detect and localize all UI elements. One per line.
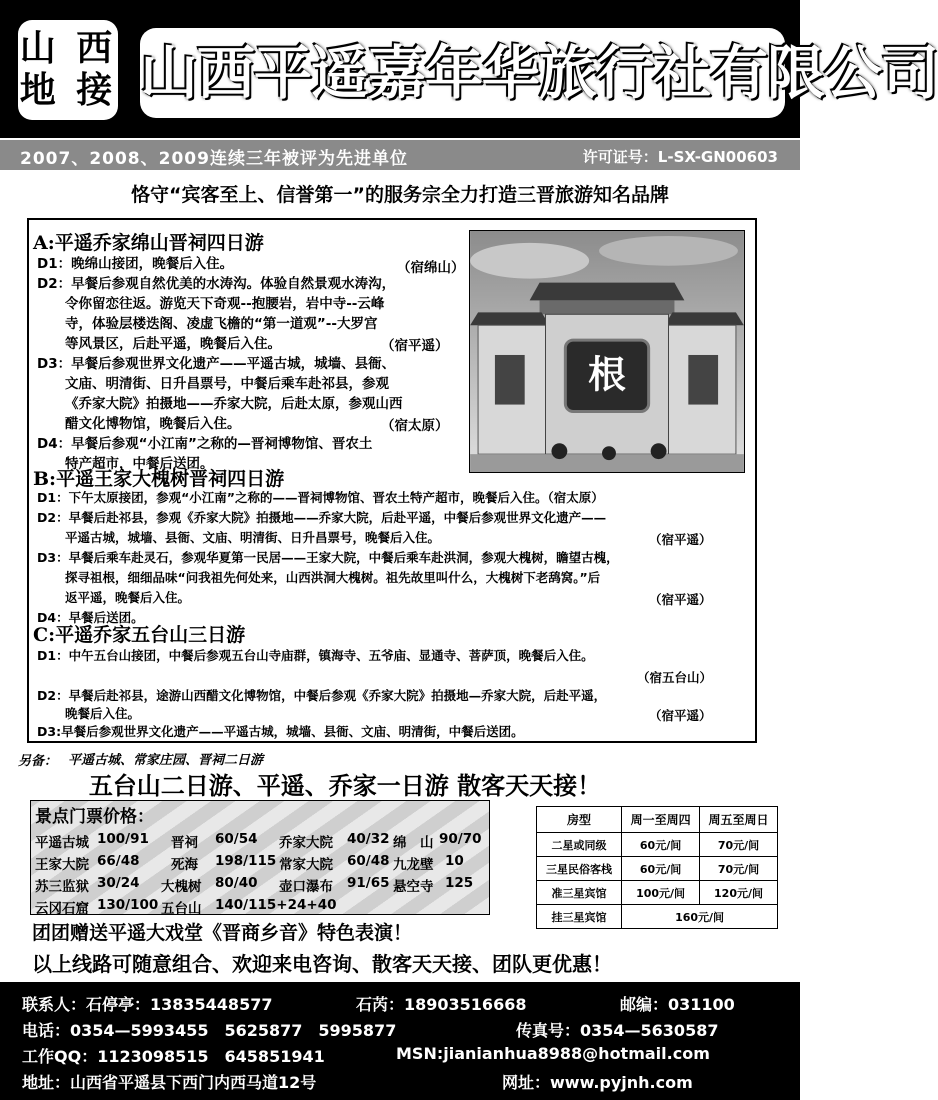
badge-line1: 山 西 — [19, 28, 117, 69]
hotel-cell: 60元/间 — [622, 833, 700, 857]
ticket-prices — [30, 800, 490, 915]
ticket-price: 90/70 — [439, 831, 482, 847]
contact-footer — [0, 982, 800, 1100]
ticket-name: 晋祠 — [171, 835, 198, 851]
ticket-price: 125 — [445, 875, 474, 891]
ticket-price: 91/65 — [347, 875, 390, 891]
hotel-row — [537, 833, 778, 857]
ticket-name: 死海 — [171, 857, 198, 873]
route-a-d2-line3: 寺，体验层楼迭阁、凌虚飞檐的“第一道观”--大罗宫 — [65, 316, 378, 332]
region-badge — [18, 20, 118, 120]
hotel-row — [537, 881, 778, 905]
badge-line2: 地 接 — [19, 70, 117, 111]
route-a-d3-line3: 《乔家大院》拍摄地——乔家大院，后赴太原，参观山西 — [65, 396, 403, 412]
msn-link[interactable]: MSN:jianianhua8988@hotmail.com — [396, 1044, 710, 1063]
route-b-title: B:平遥王家大槐树晋祠四日游 — [33, 468, 285, 490]
route-b-d4: D4：早餐后送团。 — [37, 610, 144, 625]
route-a-d1: D1：晚绵山接团，晚餐后入住。 — [37, 256, 234, 272]
hotel-header: 房型 — [537, 807, 622, 833]
combine-notice: 以上线路可随意组合、欢迎来电咨询、散客天天接、团队更优惠！ — [32, 952, 612, 976]
headline: 五台山二日游、平遥、乔家一日游 散客天天接！ — [88, 772, 602, 800]
ticket-name: 五台山 — [161, 901, 202, 917]
hotel-header: 周五至周日 — [700, 807, 778, 833]
ticket-price: 198/115 — [215, 853, 277, 869]
route-b-d3-line3: 返平遥，晚餐后入住。 — [65, 590, 191, 605]
route-b-d3-stay: （宿平遥） — [649, 592, 712, 607]
ticket-price: 140/115+24+40 — [215, 897, 337, 913]
ticket-name: 王家大院 — [35, 857, 89, 873]
hotel-row — [537, 857, 778, 881]
route-a-d2-stay: （宿平遥） — [381, 338, 449, 354]
route-c-d1-stay: （宿五台山） — [637, 670, 713, 685]
hotel-cell: 120元/间 — [700, 881, 778, 905]
contact-person: 联系人：石停亭：13835448577 — [22, 995, 273, 1014]
ticket-price: 100/91 — [97, 831, 149, 847]
route-b-d2-stay: （宿平遥） — [649, 532, 712, 547]
ticket-name: 常家大院 — [279, 857, 333, 873]
route-a-d2-line4: 等风景区，后赴平遥，晚餐后入住。 — [65, 336, 281, 352]
hotel-cell: 三星民俗客栈 — [537, 857, 622, 881]
company-name-text: 山西平遥嘉年华旅行社有限公司 — [140, 39, 938, 107]
hotel-header-row — [537, 807, 778, 833]
ticket-price: 80/40 — [215, 875, 258, 891]
hotel-price-table — [536, 806, 778, 929]
award-text: 2007、2008、2009连续三年被评为先进单位 — [20, 149, 408, 169]
route-c-d3: D3:早餐后参观世界文化遗产——平遥古城，城墙、县衙、文庙、明清街，中餐后送团。 — [37, 724, 524, 739]
route-a-d3-line1: D3：早餐后参观世界文化遗产——平遥古城，城墙、县衙、 — [37, 356, 396, 372]
route-a-d1-stay: （宿绵山） — [397, 260, 465, 276]
ticket-name: 苏三监狱 — [35, 879, 89, 895]
route-a-title: A:平遥乔家绵山晋祠四日游 — [33, 232, 264, 254]
route-a-d4-line2: 特产超市，中餐后送团。 — [65, 456, 214, 472]
postcode: 邮编：031100 — [620, 995, 735, 1014]
ticket-name: 绵 山 — [393, 835, 434, 851]
route-a-d4-line1: D4：早餐后参观“小江南”之称的—晋祠博物馆、晋农土 — [37, 436, 373, 452]
hotel-header: 周一至周四 — [622, 807, 700, 833]
ticket-price: 66/48 — [97, 853, 140, 869]
ticket-price: 40/32 — [347, 831, 390, 847]
route-a-d3-line2: 文庙、明清街、日升昌票号，中餐后乘车赴祁县，参观 — [65, 376, 389, 392]
website-link[interactable]: 网址：www.pyjnh.com — [502, 1073, 693, 1092]
header-banner — [0, 0, 938, 138]
route-c-d1: D1：中午五台山接团，中餐后参观五台山寺庙群，镇海寺、五爷庙、显通寺、菩萨顶，晚餐后入住。 — [37, 648, 594, 663]
gate-photo-icon — [470, 231, 744, 472]
fax: 传真号：0354—5630587 — [516, 1021, 719, 1040]
ticket-name: 大槐树 — [161, 879, 202, 895]
hotel-cell: 挂三星宾馆 — [537, 905, 622, 929]
ticket-name: 九龙壁 — [393, 857, 434, 873]
ticket-name: 壶口瀑布 — [279, 879, 333, 895]
contact-person-2: 石芮：18903516668 — [356, 995, 527, 1014]
hotel-cell: 二星或同级 — [537, 833, 622, 857]
route-c-d2-line2: 晚餐后入住。 — [65, 706, 141, 721]
hotel-cell: 70元/间 — [700, 833, 778, 857]
hotel-cell: 160元/间 — [622, 905, 778, 929]
address: 地址：山西省平遥县下西门内西马道12号 — [22, 1073, 317, 1092]
itinerary-box — [27, 218, 757, 743]
route-a-d2-line1: D2：早餐后参观自然优美的水涛沟。体验自然景观水涛沟， — [37, 276, 396, 292]
extra-label: 另备： — [18, 754, 58, 769]
route-b-d3-line2: 探寻祖根，细细品味“问我祖先何处来，山西洪洞大槐树。祖先故里叫什么，大槐树下老鸹窝。”后 — [65, 570, 601, 585]
route-c-title: C:平遥乔家五台山三日游 — [33, 624, 246, 646]
work-qq: 工作QQ：1123098515 645851941 — [22, 1047, 325, 1066]
plaque-char: 根 — [588, 352, 626, 397]
hotel-cell: 100元/间 — [622, 881, 700, 905]
slogan: 恪守“宾客至上、信誉第一”的服务宗全力打造三晋旅游知名品牌 — [131, 184, 669, 206]
gift-notice: 团团赠送平遥大戏堂《晋商乡音》特色表演！ — [32, 922, 413, 944]
route-b-d2-line2: 平遥古城，城墙、县衙、文庙、明清街、日升昌票号，晚餐后入住。 — [65, 530, 441, 545]
ticket-price: 60/54 — [215, 831, 258, 847]
license-number: 许可证号：L-SX-GN00603 — [582, 148, 778, 166]
award-bar — [0, 138, 800, 170]
route-b-d3-line1: D3：早餐后乘车赴灵石，参观华夏第一民居——王家大院，中餐后乘车赴洪洞，参观大槐树，瞻望古槐， — [37, 550, 619, 565]
route-b-d2-line1: D2：早餐后赴祁县，参观《乔家大院》拍摄地——乔家大院，后赴平遥，中餐后参观世界文化遗产—— — [37, 510, 607, 525]
hotel-cell: 70元/间 — [700, 857, 778, 881]
route-c-d2-line1: D2：早餐后赴祁县，途游山西醋文化博物馆，中餐后参观《乔家大院》拍摄地—乔家大院，后赴平遥， — [37, 688, 607, 703]
route-c-d2-stay: （宿平遥） — [649, 708, 712, 723]
route-b-d1: D1：下午太原接团，参观“小江南”之称的——晋祠博物馆、晋农土特产超市，晚餐后入住。（宿太原） — [37, 490, 604, 505]
ticket-price: 130/100 — [97, 897, 159, 913]
hotel-cell: 准三星宾馆 — [537, 881, 622, 905]
ticket-name: 平遥古城 — [35, 835, 89, 851]
ticket-title: 景点门票价格： — [35, 807, 154, 827]
route-a-d3-line4: 醋文化博物馆，晚餐后入住。 — [65, 416, 241, 432]
hotel-cell: 60元/间 — [622, 857, 700, 881]
route-a-d3-stay: （宿太原） — [381, 418, 449, 434]
hotel-row — [537, 905, 778, 929]
ticket-name: 悬空寺 — [393, 879, 434, 895]
extra-text: 平遥古城、常家庄园、晋祠二日游 — [68, 753, 264, 768]
gate-photo — [469, 230, 745, 473]
ticket-price: 10 — [445, 853, 464, 869]
route-a-d2-line2: 令你留恋往返。游览天下奇观--抱腰岩，岩中寺--云峰 — [65, 296, 385, 312]
company-name — [140, 28, 938, 118]
ticket-price: 30/24 — [97, 875, 140, 891]
phone: 电话：0354—5993455 5625877 5995877 — [22, 1021, 397, 1040]
ticket-name: 乔家大院 — [279, 835, 333, 851]
ticket-name: 云冈石窟 — [35, 901, 89, 917]
ticket-price: 60/48 — [347, 853, 390, 869]
